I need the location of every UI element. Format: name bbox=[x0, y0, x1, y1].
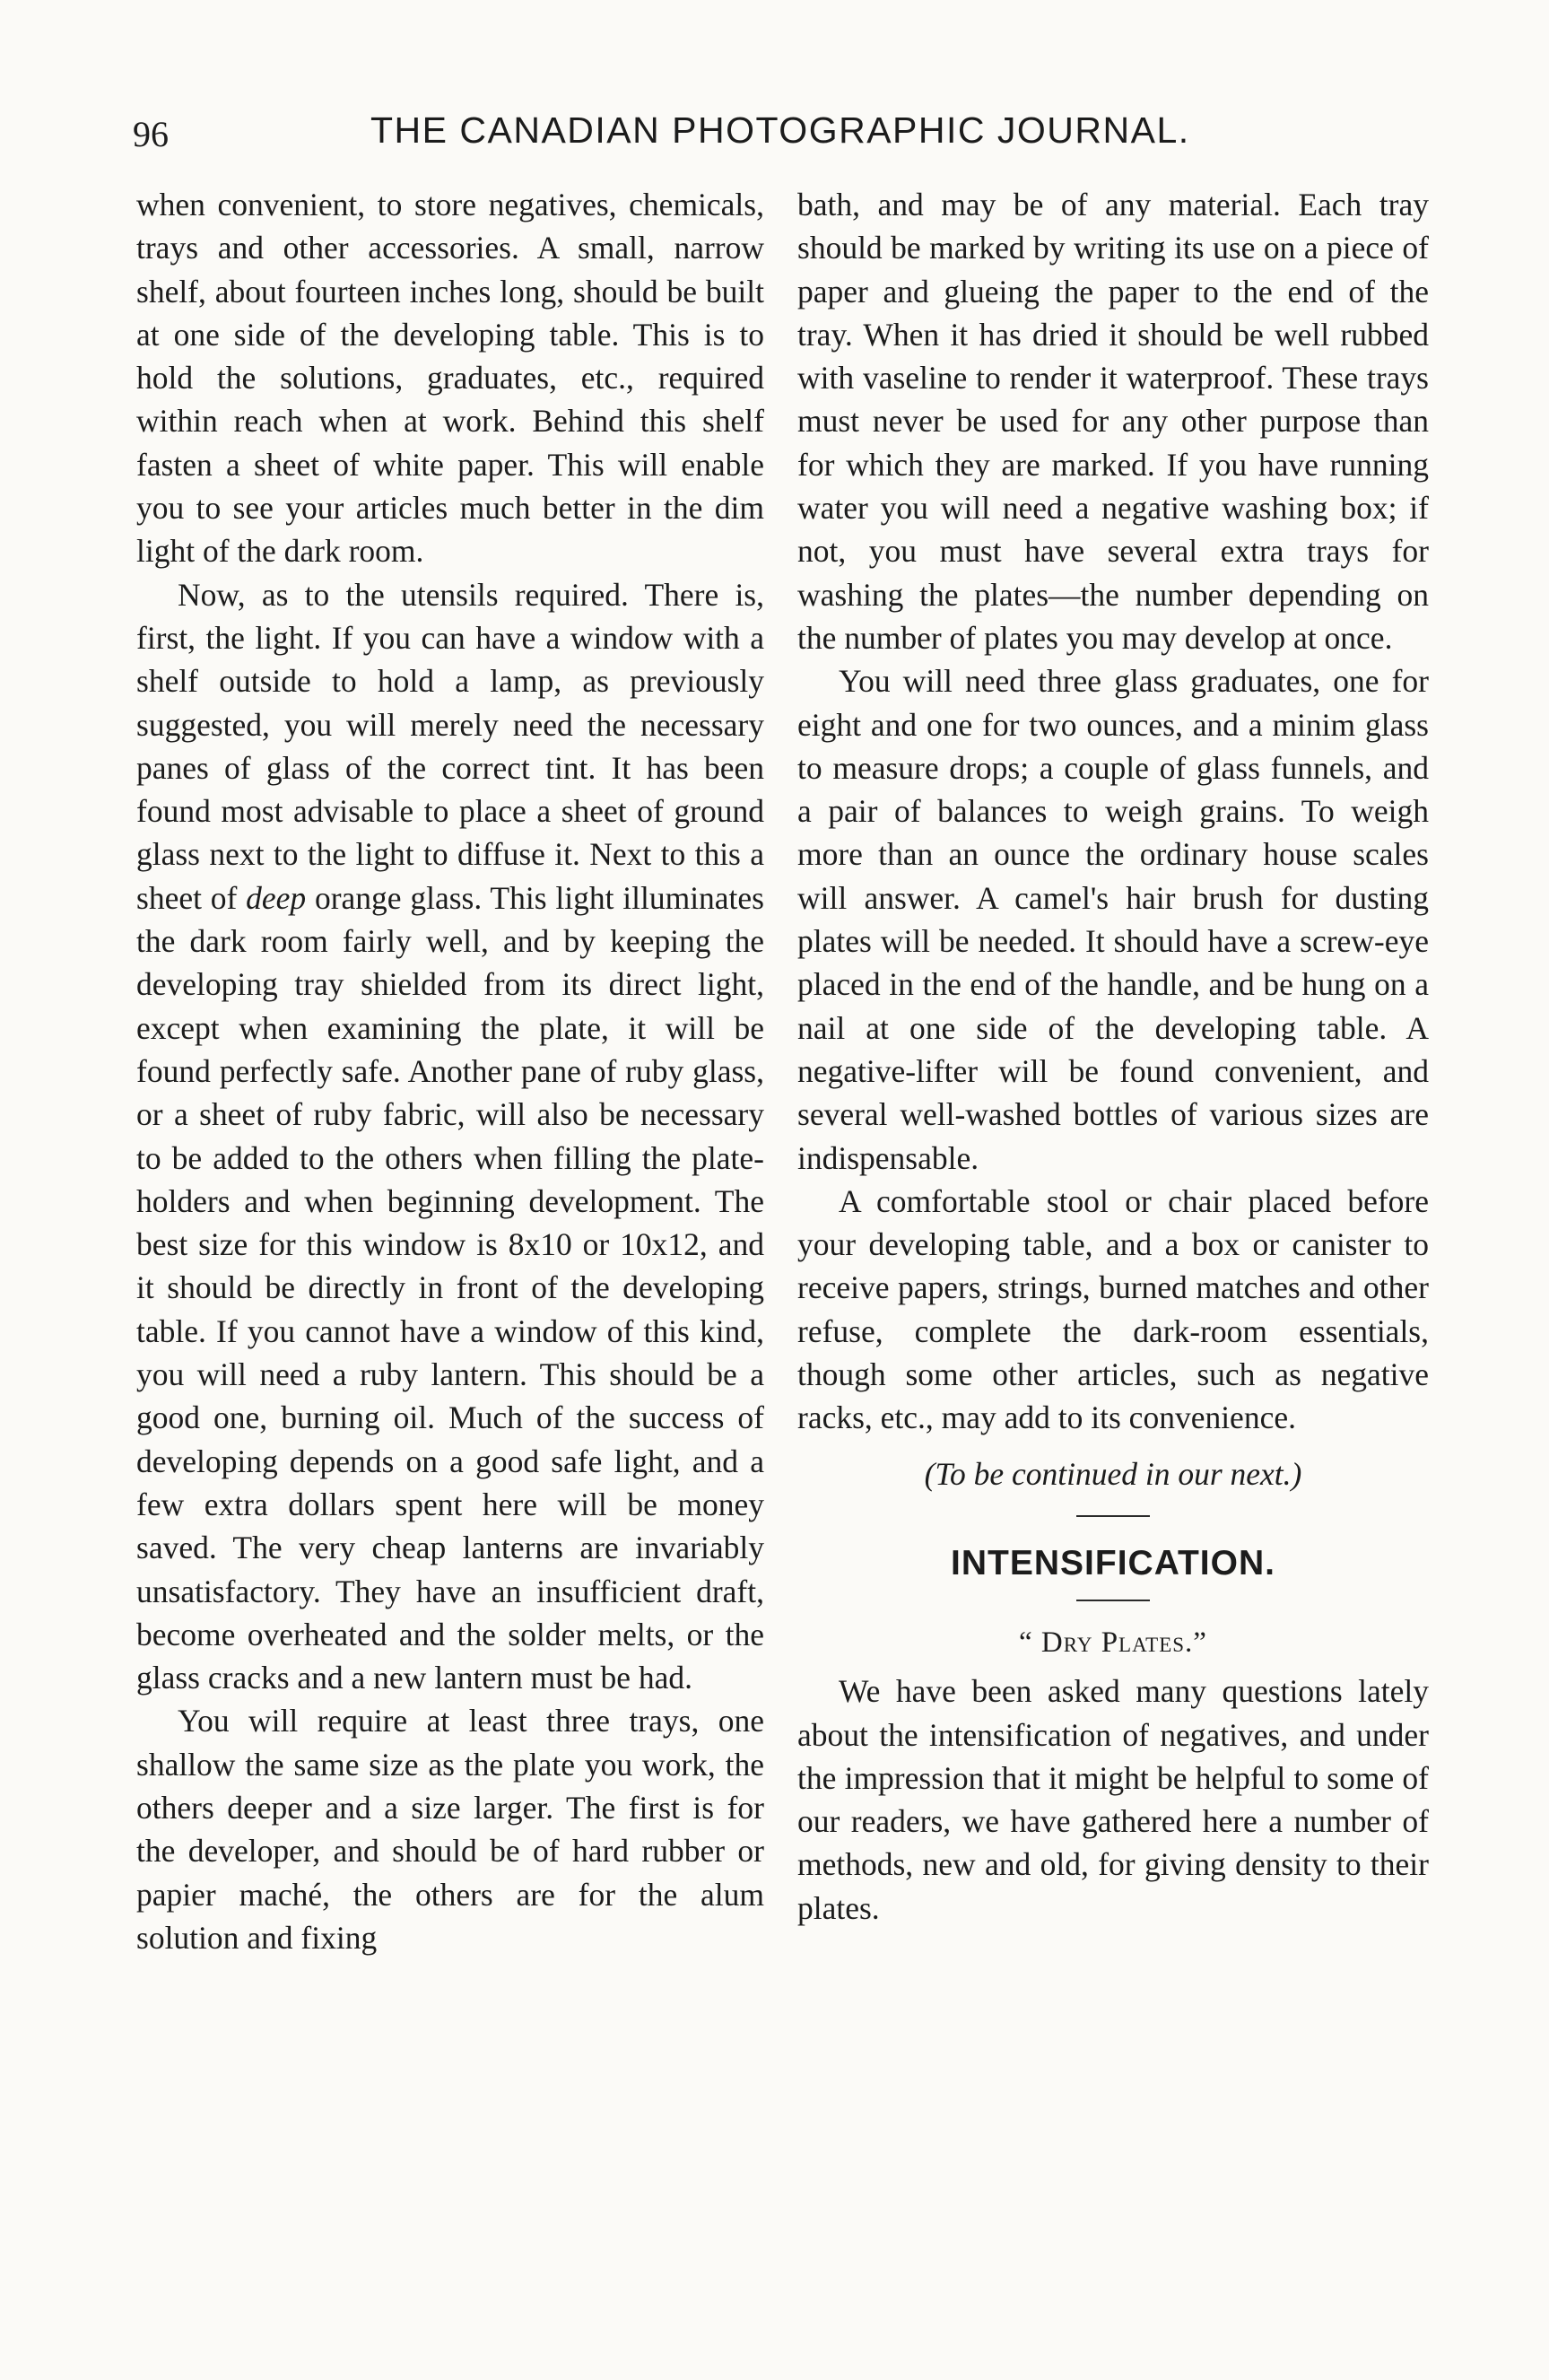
divider bbox=[1076, 1515, 1150, 1517]
journal-title: THE CANADIAN PHOTOGRAPHIC JOURNAL. bbox=[370, 109, 1190, 151]
paragraph: We have been asked many questions lately about the intensification of negatives, and under the impression that it might be helpful to some of our readers, we have gathered here a number of methods, new and old, for giving density to their plates. bbox=[797, 1673, 1429, 1926]
divider bbox=[1076, 1600, 1150, 1601]
page-number: 96 bbox=[133, 114, 169, 154]
paragraph: You will require at least three trays, one shallow the same size as the plate you work, the others deeper and a size larger. The first is for the developer, and should be of hard rubber or papier maché, the others are for the alum solution and fixing bbox=[136, 1703, 764, 1956]
page-header bbox=[133, 109, 1211, 163]
paragraph: bath, and may be of any material. Each tray should be marked by writing its use on a piece of paper and glueing the paper to the end of the tray. When it has dried it should be well rubbed with vaseline to render it waterproof. These trays must never be used for any other purpose than for which they are marked. If you have running water you will need a negative washing box; if not, you must have several extra trays for washing the plates—the number depending on the number of plates you may develop at once. bbox=[797, 187, 1429, 656]
section-title: INTENSIFICATION. bbox=[951, 1543, 1275, 1582]
paragraph-text: Now, as to the utensils required. There is, first, the light. If you can have a window with a shelf outside to hold a lamp, as previously suggested, you will merely need the necessary panes of glass of the correct tint. It has been found most advisable to place a sheet of ground glass next to the light to diffuse it. Next to this a sheet of bbox=[136, 576, 764, 916]
byline bbox=[797, 1621, 1429, 1664]
paragraph bbox=[136, 573, 764, 1700]
left-column bbox=[136, 183, 764, 1959]
emphasis: deep bbox=[246, 879, 307, 916]
byline-text: “ Dry Plates.” bbox=[1019, 1626, 1207, 1659]
paragraph: A comfortable stool or chair placed before your developing table, and a box or canister to receive papers, strings, burned matches and other refuse, complete the dark-room essentials, though some other articles, such as negative racks, etc., may add to its convenience. bbox=[797, 1182, 1429, 1436]
paragraph: You will need three glass graduates, one for eight and one for two ounces, and a minim glass to measure drops; a couple of glass funnels, and a pair of balances to weigh grains. To weigh more than an ounce the ordinary house scales will answer. A camel's hair brush for dusting plates will be needed. It should have a screw-eye placed in the end of the handle, and be hung on a nail at one side of the developing table. A negative-lifter will be found convenient, and several well-washed bottles of various sizes are indispensable. bbox=[797, 663, 1429, 1176]
paragraph-text: orange glass. This light illuminates the dark room fairly well, and by keeping the developing tray shielded from its direct light, except when examining the plate, it will be found perfectly safe. Another pane of ruby glass, or a sheet of ruby fabric, will also be necessary to be added to the others when filling the plate-holders and when beginning development. The best size for this window is 8x10 or 10x12, and it should be directly in front of the developing table. If you cannot have a window of this kind, you will need a ruby lantern. This should be a good one, burning oil. Much of the success of developing depends on a good safe light, and a few extra dollars spent here will be money saved. The very cheap lanterns are invariably unsatisfactory. They have an insufficient draft, become overheated and the solder melts, or the glass cracks and a new lantern must be had. bbox=[136, 879, 764, 1696]
continued-note: (To be continued in our next.) bbox=[924, 1455, 1302, 1492]
right-column bbox=[797, 183, 1429, 1930]
paragraph: when convenient, to store negatives, chemicals, trays and other accessories. A small, narrow shelf, about fourteen inches long, should be built at one side of the developing table. This is to hold the solutions, graduates, etc., required within reach when at work. Behind this shelf fasten a sheet of white paper. This will enable you to see your articles much better in the dim light of the dark room. bbox=[136, 187, 764, 570]
